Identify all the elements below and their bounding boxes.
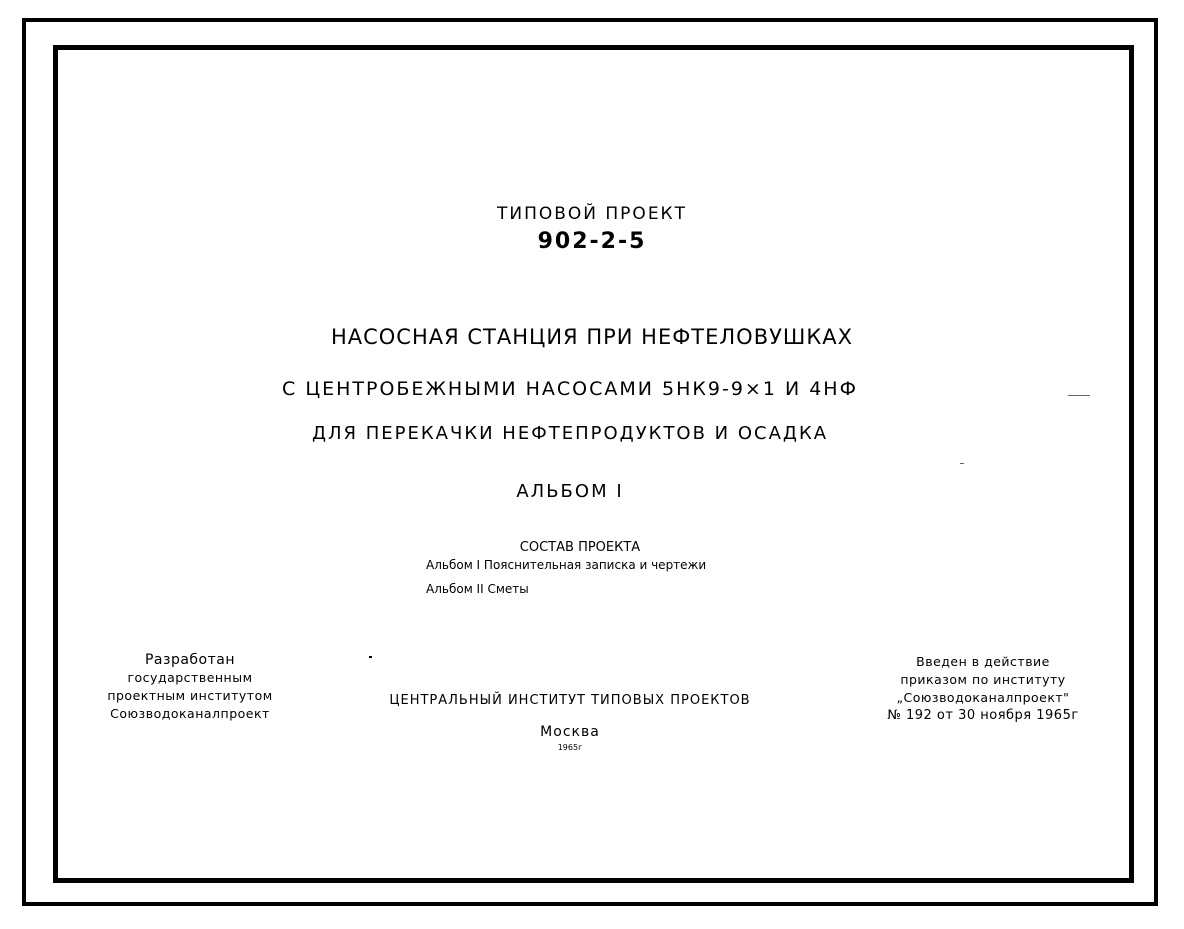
publisher-year: 1965г [557,743,583,752]
album-label: АЛЬБОМ I [516,481,624,502]
developer-line: проектным институтом [107,688,273,703]
inner-frame-border [53,45,1134,883]
composition-heading: СОСТАВ ПРОЕКТА [519,540,641,555]
approval-line: Введен в действие [916,654,1050,669]
composition-item: Альбом I Пояснительная записка и чертежи [426,558,707,572]
title-line-3: ДЛЯ ПЕРЕКАЧКИ НЕФТЕПРОДУКТОВ И ОСАДКА [311,423,829,444]
project-type-label: ТИПОВОЙ ПРОЕКТ [496,204,688,224]
publisher-name: ЦЕНТРАЛЬНЫЙ ИНСТИТУТ ТИПОВЫХ ПРОЕКТОВ [389,693,751,708]
developer-block [60,651,320,723]
approval-block [868,653,1098,725]
approval-line: „Союзводоканалпроект" [896,690,1070,705]
scan-speck [1068,395,1090,396]
title-line-2: С ЦЕНТРОБЕЖНЫМИ НАСОСАМИ 5НК9-9×1 И 4НФ [282,378,858,400]
scan-speck [960,463,964,464]
approval-line: № 192 от 30 ноября 1965г [887,708,1079,723]
approval-line: приказом по институту [900,672,1066,687]
composition-item: Альбом II Сметы [426,582,529,596]
publisher-city: Москва [540,724,600,740]
developer-line: Разработан [144,652,236,668]
developer-line: Союзводоканалпроект [110,706,270,721]
project-number: 902-2-5 [537,229,647,254]
developer-line: государственным [127,670,253,685]
title-line-1: НАСОСНАЯ СТАНЦИЯ ПРИ НЕФТЕЛОВУШКАХ [330,325,854,349]
scan-speck [369,656,372,658]
